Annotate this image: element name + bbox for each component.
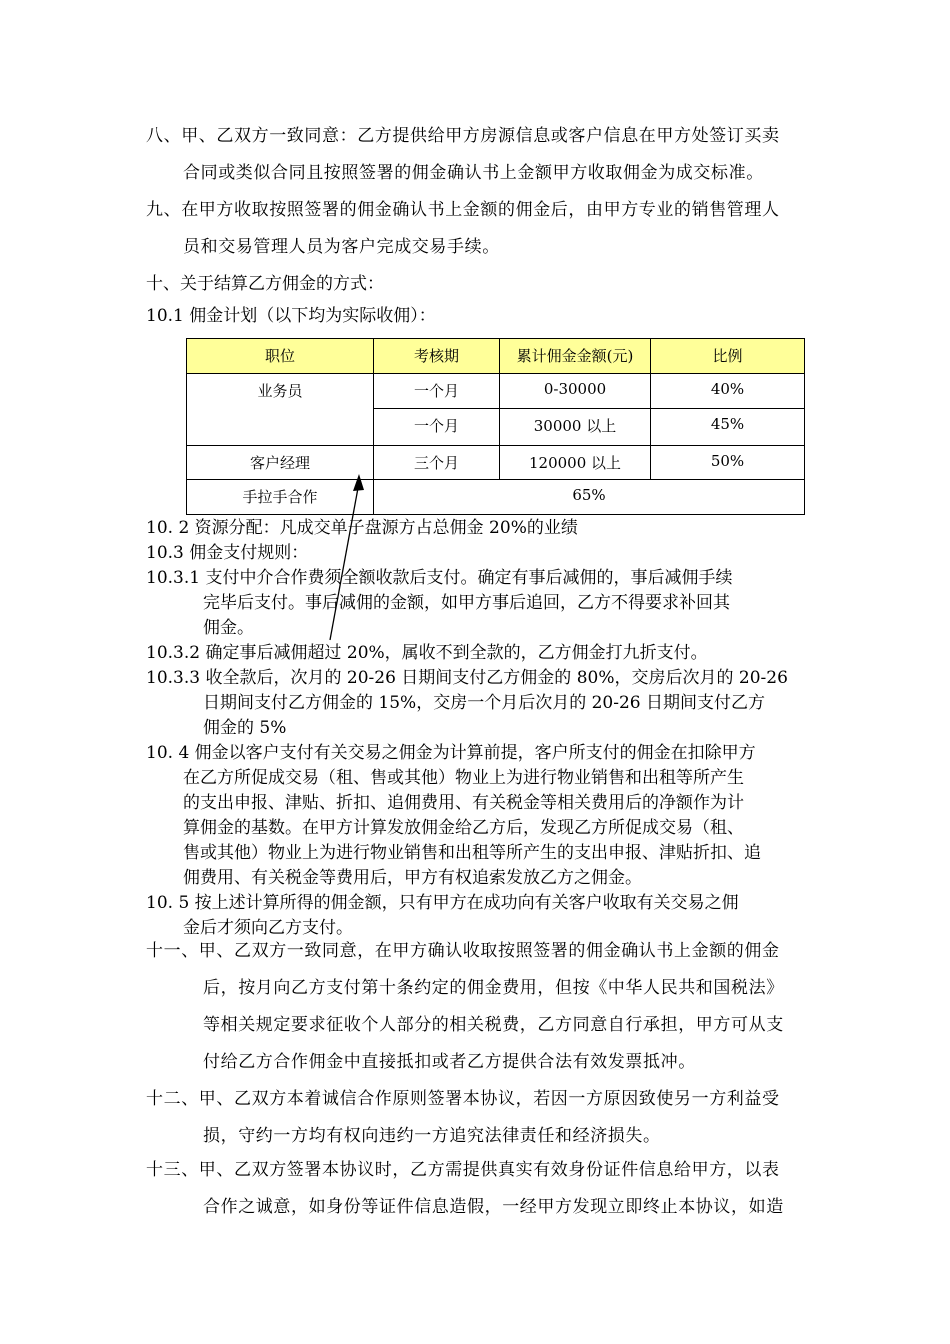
clause-10-3-1-line-3: 佣金。	[203, 618, 254, 638]
clause-11-line-4: 付给乙方合作佣金中直接抵扣或者乙方提供合法有效发票抵冲。	[203, 1052, 696, 1072]
clause-10-3-3-line-2: 日期间支付乙方佣金的 15%，交房一个月后次月的 20-26 日期间支付乙方	[203, 693, 766, 713]
clause-10-4-line-3: 的支出申报、津贴、折扣、追佣费用、有关税金等相关费用后的净额作为计	[183, 793, 744, 813]
table-cell-role: 客户经理	[187, 446, 374, 480]
table-cell-amount: 120000 以上	[500, 446, 651, 480]
clause-10-5-line-2: 金后才须向乙方支付。	[183, 918, 353, 938]
clause-10-5-line-1: 10. 5 按上述计算所得的佣金额，只有甲方在成功向有关客户收取有关交易之佣	[146, 893, 739, 913]
table-cell-amount: 0-30000	[500, 374, 651, 409]
table-cell-period: 一个月	[374, 374, 500, 409]
table-cell-ratio: 40%	[651, 374, 805, 409]
clause-10-2: 10. 2 资源分配：凡成交单子盘源方占总佣金 20%的业绩	[146, 518, 578, 538]
table-header-cell: 职位	[187, 339, 374, 374]
clause-10-1: 10.1 佣金计划（以下均为实际收佣）：	[146, 306, 436, 326]
table-cell-role: 业务员	[187, 374, 374, 446]
table-cell-role: 手拉手合作	[187, 480, 374, 515]
table-cell-ratio: 65%	[374, 480, 805, 515]
table-cell-ratio: 45%	[651, 409, 805, 446]
clause-10-4-line-5: 售或其他）物业上为进行物业销售和出租等所产生的支出申报、津贴折扣、追	[183, 843, 761, 863]
clause-12-line-2: 损，守约一方均有权向违约一方追究法律责任和经济损失。	[203, 1126, 661, 1146]
clause-10-3: 10.3 佣金支付规则：	[146, 543, 309, 563]
clause-11-line-1: 十一、甲、乙双方一致同意，在甲方确认收取按照签署的佣金确认书上金额的佣金	[146, 941, 780, 961]
clause-10-4-line-2: 在乙方所促成交易（租、售或其他）物业上为进行物业销售和出租等所产生	[183, 768, 744, 788]
table-header-cell: 累计佣金金额(元)	[500, 339, 651, 374]
clause-13-line-2: 合作之诚意，如身份等证件信息造假，一经甲方发现立即终止本协议，如造	[203, 1197, 784, 1217]
clause-12-line-1: 十二、甲、乙双方本着诚信合作原则签署本协议，若因一方原因致使另一方利益受	[146, 1089, 780, 1109]
table-cell-period: 一个月	[374, 409, 500, 446]
clause-10-3-1-line-2: 完毕后支付。事后减佣的金额，如甲方事后追回，乙方不得要求补回其	[203, 593, 730, 613]
table-header-cell: 比例	[651, 339, 805, 374]
clause-13-line-1: 十三、甲、乙双方签署本协议时，乙方需提供真实有效身份证件信息给甲方，以表	[146, 1160, 780, 1180]
clause-10-3-3-line-3: 佣金的 5%	[203, 718, 287, 738]
clause-10-4-line-4: 算佣金的基数。在甲方计算发放佣金给乙方后，发现乙方所促成交易（租、	[183, 818, 744, 838]
clause-8-line-1: 八、甲、乙双方一致同意：乙方提供给甲方房源信息或客户信息在甲方处签订买卖	[146, 126, 780, 146]
table-cell-amount: 30000 以上	[500, 409, 651, 446]
table-cell-period: 三个月	[374, 446, 500, 480]
clause-9-line-2: 员和交易管理人员为客户完成交易手续。	[183, 237, 500, 257]
clause-10-4-line-6: 佣费用、有关税金等费用后，甲方有权追索发放乙方之佣金。	[183, 868, 642, 888]
clause-10-3-1-line-1: 10.3.1 支付中介合作费须全额收款后支付。确定有事后减佣的，事后减佣手续	[146, 568, 733, 588]
table-header-cell: 考核期	[374, 339, 500, 374]
clause-10-3-3-line-1: 10.3.3 收全款后，次月的 20-26 日期间支付乙方佣金的 80%，交房后次月的 20-26	[146, 668, 788, 688]
table-cell-ratio: 50%	[651, 446, 805, 480]
clause-9-line-1: 九、在甲方收取按照签署的佣金确认书上金额的佣金后，由甲方专业的销售管理人	[146, 200, 780, 220]
clause-11-line-3: 等相关规定要求征收个人部分的相关税费，乙方同意自行承担，甲方可从支	[203, 1015, 784, 1035]
clause-8-line-2: 合同或类似合同且按照签署的佣金确认书上金额甲方收取佣金为成交标准。	[183, 163, 764, 183]
clause-10-3-2: 10.3.2 确定事后减佣超过 20%，属收不到全款的，乙方佣金打九折支付。	[146, 643, 708, 663]
clause-10-4-line-1: 10. 4 佣金以客户支付有关交易之佣金为计算前提，客户所支付的佣金在扣除甲方	[146, 743, 756, 763]
clause-11-line-2: 后，按月向乙方支付第十条约定的佣金费用，但按《中华人民共和国税法》	[203, 978, 784, 998]
clause-10-heading: 十、关于结算乙方佣金的方式：	[146, 274, 384, 294]
